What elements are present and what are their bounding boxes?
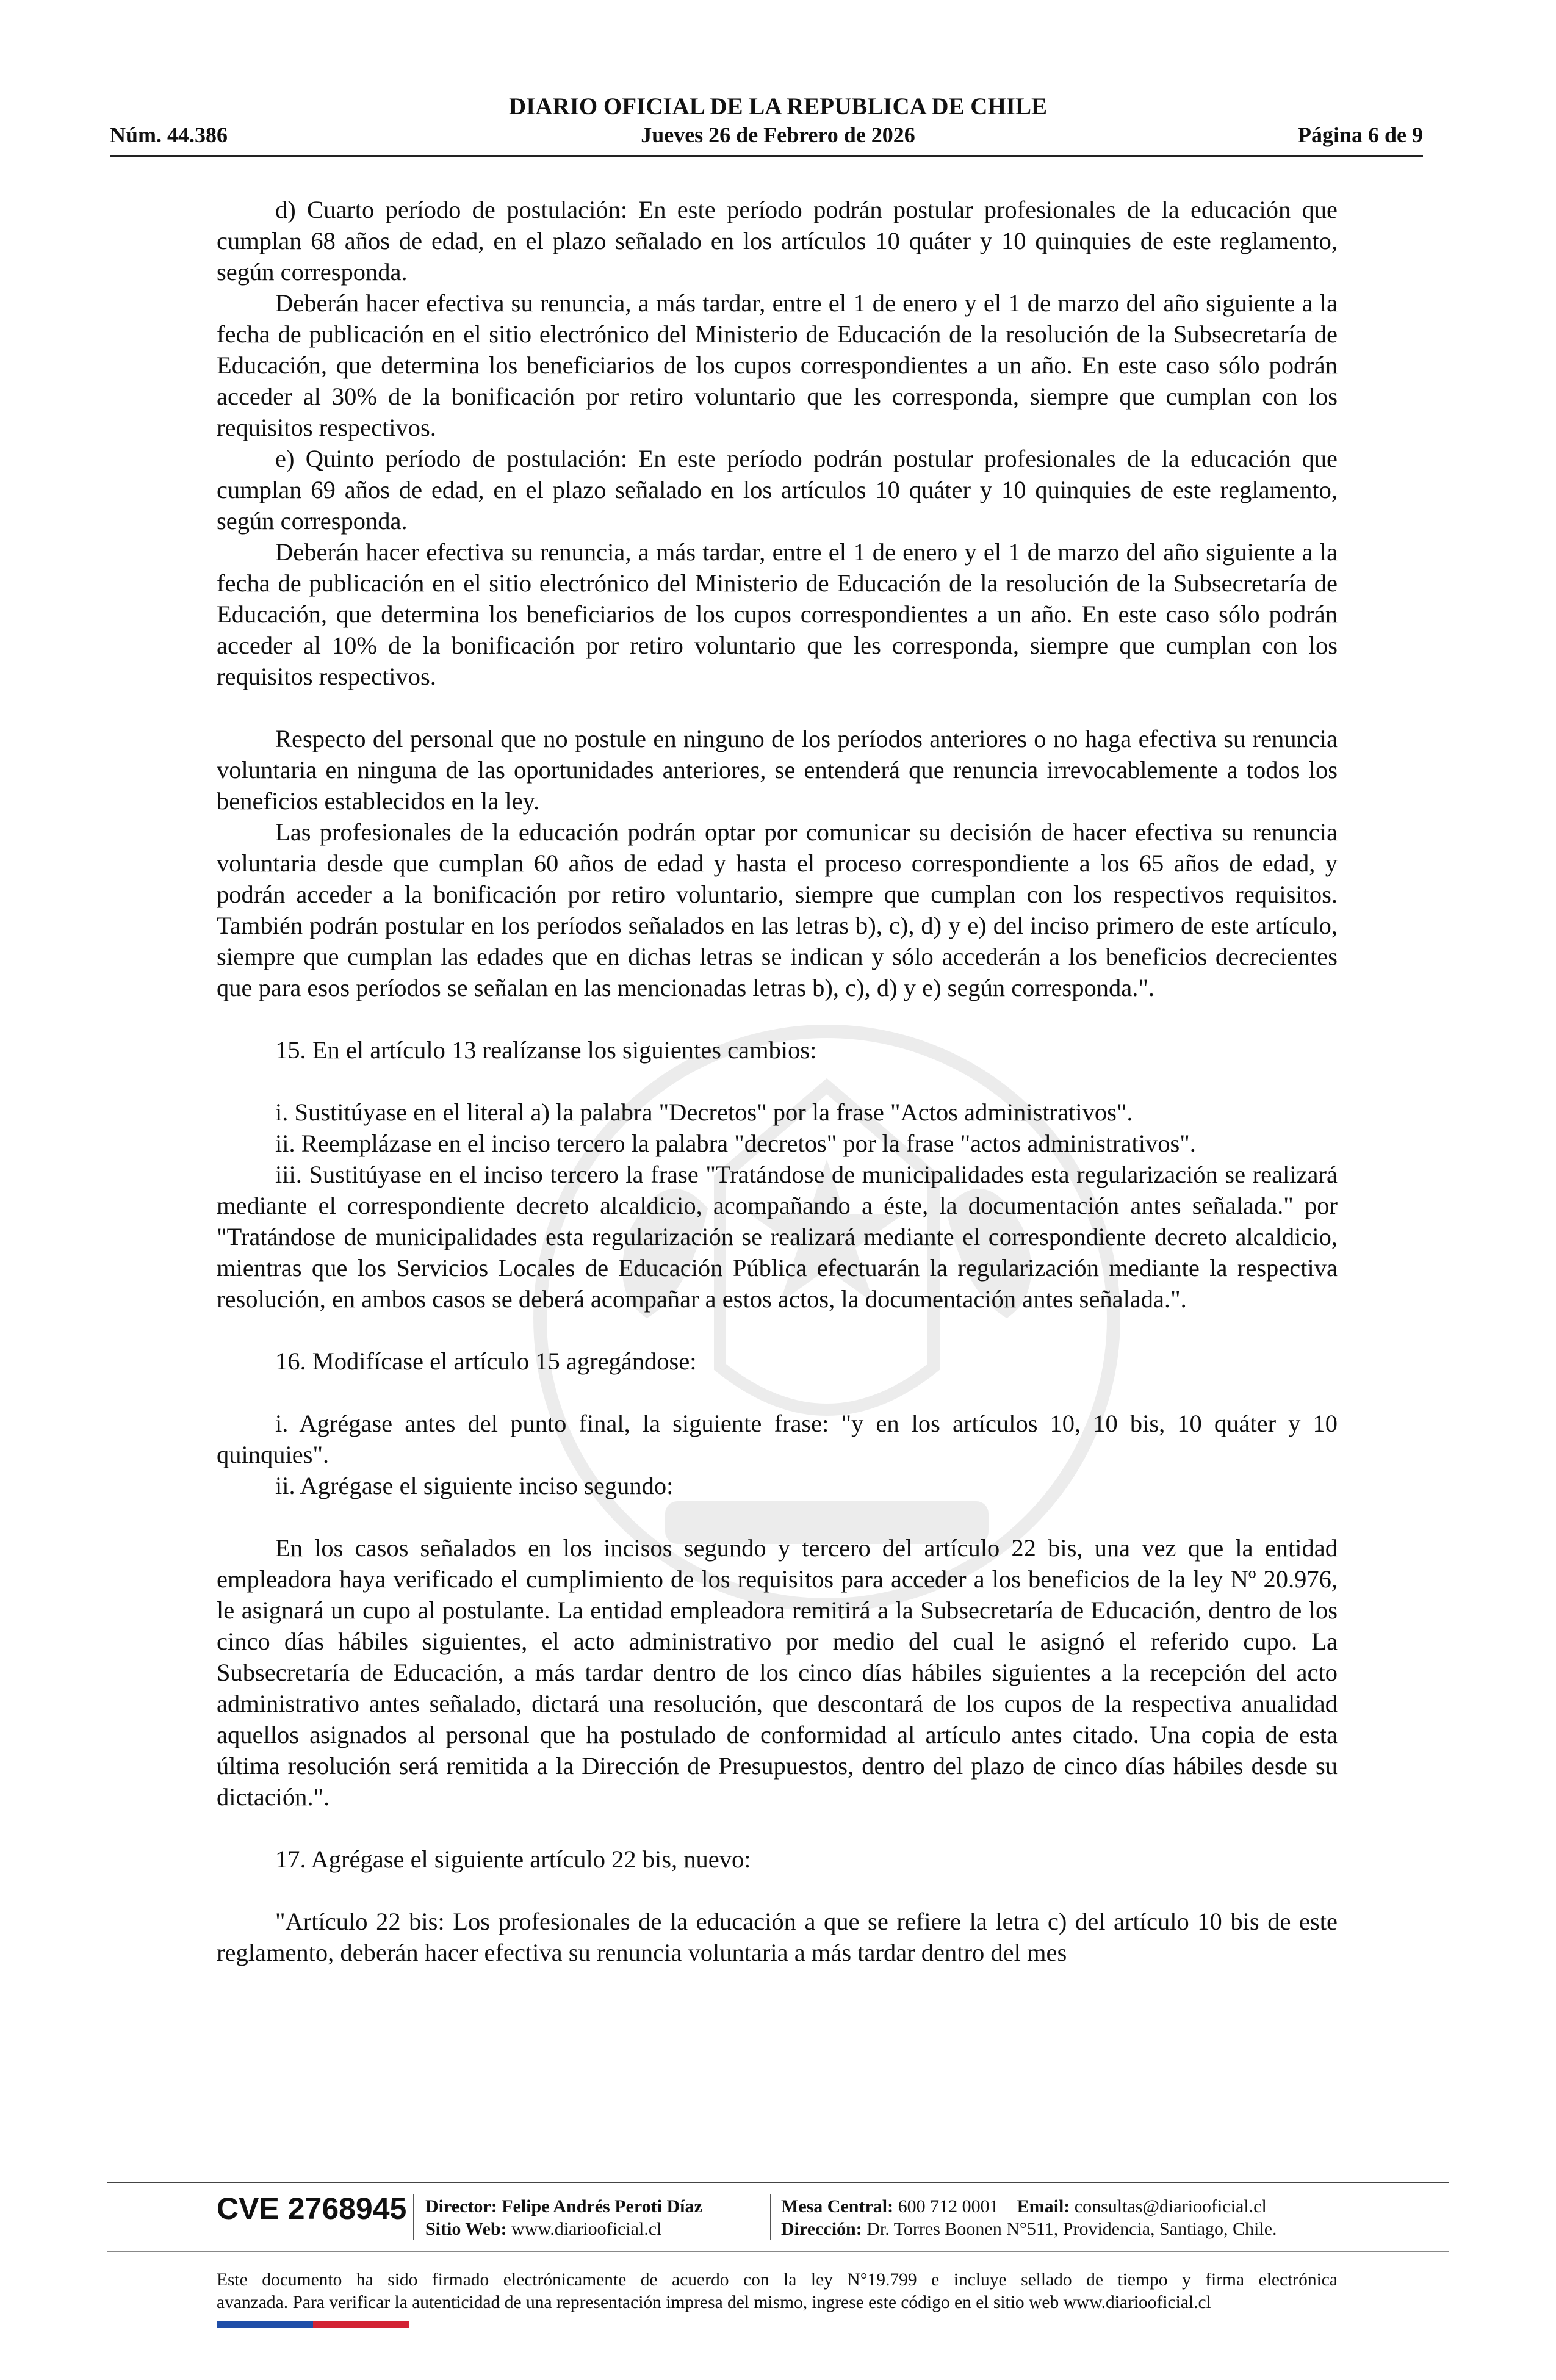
paragraph: e) Quinto período de postulación: En este período podrán postular profesionales de la educación que cumplan 69 años de edad, en el plazo señalado en los artículos 10 quáter y 10 quinquies de este reglamento, según corresponda. (217, 445, 1338, 535)
mesa-phone: 600 712 0001 (898, 2196, 999, 2216)
issue-date: Jueves 26 de Febrero de 2026 (641, 123, 915, 147)
flag-red-segment (313, 2321, 409, 2328)
footer-director-block (425, 2195, 702, 2240)
paragraph: iii. Sustitúyase en el inciso tercero la frase "Tratándose de municipalidades esta regularización se realizará mediante el correspondiente decreto alcaldicio, acompañando a éste, la documentación antes señalada." por "Tratándose de municipalidades esta regularización se realizará mediante el correspondiente decreto alcaldicio, mientras que los Servicios Locales de Educación Pública efectuarán la regularización mediante la respectiva resolución, en ambos casos se deberá acompañar a estos actos, la documentación antes señalada.". (217, 1161, 1338, 1313)
address-label: Dirección: (781, 2219, 862, 2239)
footer-divider-lower (107, 2251, 1449, 2252)
document-body (217, 194, 1338, 1968)
site-label: Sitio Web: (425, 2219, 507, 2239)
director-name: Felipe Andrés Peroti Díaz (502, 2196, 702, 2216)
header-divider (110, 155, 1423, 157)
page-number: Página 6 de 9 (1297, 123, 1423, 147)
paragraph: ii. Agrégase el siguiente inciso segundo: (275, 1472, 674, 1499)
signature-notice-line: Este documento ha sido firmado electrónicamente de acuerdo con la ley N°19.799 e incluye sellado de tiempo y firma electrónica (217, 2270, 1338, 2290)
section-heading: 17. Agrégase el siguiente artículo 22 bis, nuevo: (275, 1845, 751, 1873)
footer-divider (107, 2182, 1449, 2183)
issue-number: Núm. 44.386 (110, 123, 228, 147)
footer-separator (413, 2194, 414, 2240)
paragraph: i. Sustitúyase en el literal a) la palabra "Decretos" por la frase "Actos administrativos". (275, 1098, 1133, 1126)
flag-color-bar (217, 2321, 409, 2328)
section-heading: 15. En el artículo 13 realízanse los siguientes cambios: (275, 1036, 817, 1064)
email-link[interactable]: consultas@diariooficial.cl (1074, 2196, 1267, 2216)
footer-contact-block (781, 2195, 1277, 2240)
newspaper-title: DIARIO OFICIAL DE LA REPUBLICA DE CHILE (508, 93, 1047, 120)
paragraph: Respecto del personal que no postule en ninguno de los períodos anteriores o no haga efectiva su renuncia voluntaria en ninguna de las oportunidades anteriores, se entenderá que renuncia irrevocablemente a todos los beneficios establecidos en la ley. (217, 725, 1338, 815)
flag-blue-segment (217, 2321, 313, 2328)
site-link[interactable]: www.diariooficial.cl (511, 2219, 662, 2239)
address-value: Dr. Torres Boonen N°511, Providencia, Santiago, Chile. (866, 2219, 1277, 2239)
paragraph: d) Cuarto período de postulación: En este período podrán postular profesionales de la educación que cumplan 68 años de edad, en el plazo señalado en los artículos 10 quáter y 10 quinquies de este reglamento, según corresponda. (217, 196, 1338, 286)
paragraph: En los casos señalados en los incisos segundo y tercero del artículo 22 bis, una vez que la entidad empleadora haya verificado el cumplimiento de los requisitos para acceder a los beneficios de la ley Nº 20.976, le asignará un cupo al postulante. La entidad empleadora remitirá a la Subsecretaría de Educación, dentro de los cinco días hábiles siguientes, el acto administrativo por medio del cual le asignó el referido cupo. La Subsecretaría de Educación, a más tardar dentro de los cinco días hábiles siguientes a la recepción del acto administrativo antes señalado, dictará una resolución, que descontará de los cupos de la respectiva anualidad aquellos asignados al personal que ha postulado de conformidad al artículo antes citado. Una copia de esta última resolución será remitida a la Dirección de Presupuestos, dentro del plazo de cinco días hábiles desde su dictación.". (217, 1534, 1338, 1811)
paragraph: Las profesionales de la educación podrán optar por comunicar su decisión de hacer efectiva su renuncia voluntaria desde que cumplan 60 años de edad y hasta el proceso correspondiente a los 65 años de edad, y podrán acceder a la bonificación por retiro voluntario, siempre que cumplan con los respectivos requisitos. También podrán postular en los períodos señalados en las letras b), c), d) y e) del inciso primero de este artículo, siempre que cumplan las edades que en dichas letras se indican y sólo accederán a los beneficios decrecientes que para esos períodos se señalan en las mencionadas letras b), c), d) y e) según corresponda.". (217, 818, 1338, 1001)
mesa-label: Mesa Central: (781, 2196, 894, 2216)
paragraph: Deberán hacer efectiva su renuncia, a más tardar, entre el 1 de enero y el 1 de marzo del año siguiente a la fecha de publicación en el sitio electrónico del Ministerio de Educación de la resolución de la Subsecretaría de Educación, que determina los beneficiarios de los cupos correspondientes a un año. En este caso sólo podrán acceder al 30% de la bonificación por retiro voluntario que les corresponda, siempre que cumplan con los requisitos respectivos. (217, 289, 1338, 441)
signature-notice (217, 2269, 1338, 2314)
paragraph: "Artículo 22 bis: Los profesionales de la educación a que se refiere la letra c) del artículo 10 bis de este reglamento, deberán hacer efectiva su renuncia voluntaria a más tardar dentro del mes (217, 1908, 1338, 1966)
cve-code: CVE 2768945 (217, 2191, 407, 2226)
section-heading: 16. Modifícase el artículo 15 agregándose: (275, 1347, 697, 1375)
paragraph: i. Agrégase antes del punto final, la siguiente frase: "y en los artículos 10, 10 bis, 10 quáter y 10 quinquies". (217, 1410, 1338, 1468)
email-label: Email: (1017, 2196, 1070, 2216)
paragraph: ii. Reemplázase en el inciso tercero la palabra "decretos" por la frase "actos administrativos". (275, 1130, 1196, 1157)
footer-separator (770, 2194, 771, 2240)
director-label: Director: (425, 2196, 497, 2216)
paragraph: Deberán hacer efectiva su renuncia, a más tardar, entre el 1 de enero y el 1 de marzo del año siguiente a la fecha de publicación en el sitio electrónico del Ministerio de Educación de la resolución de la Subsecretaría de Educación, que determina los beneficiarios de los cupos correspondientes a un año. En este caso sólo podrán acceder al 10% de la bonificación por retiro voluntario que les corresponda, siempre que cumplan con los requisitos respectivos. (217, 538, 1338, 690)
signature-notice-line: avanzada. Para verificar la autenticidad de una representación impresa del mismo, ingrese este código en el sitio web www.diariooficial.cl (217, 2293, 1211, 2312)
